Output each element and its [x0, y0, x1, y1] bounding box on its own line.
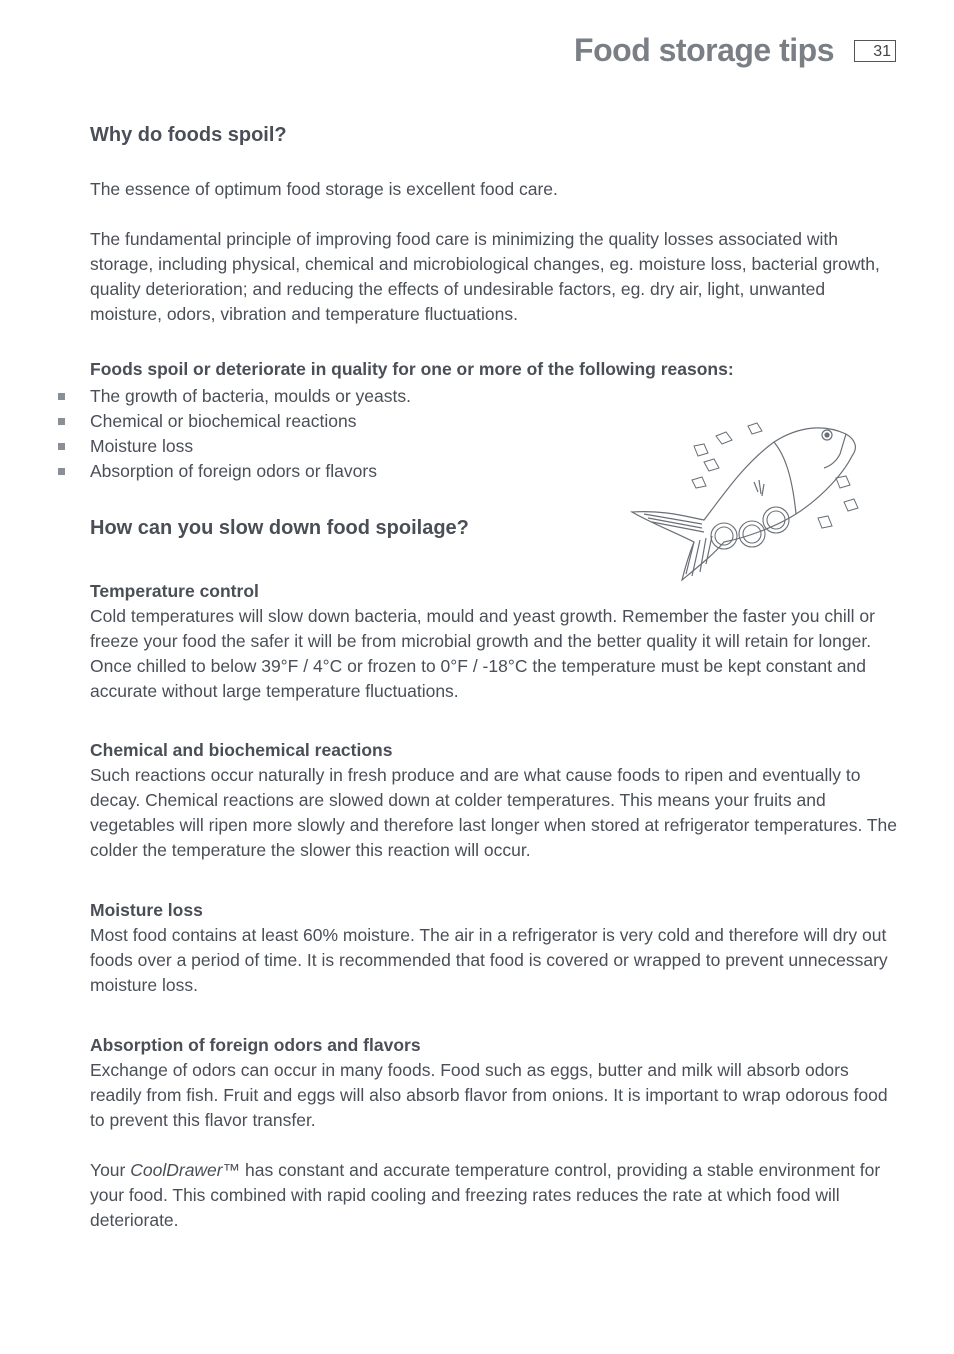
subsection-title: Temperature control	[90, 581, 259, 601]
list-item: Chemical or biochemical reactions	[90, 409, 411, 434]
temperature-control-block	[90, 579, 900, 704]
page-header	[574, 32, 896, 69]
fish-illustration	[624, 414, 864, 584]
principle-paragraph: The fundamental principle of improving food care is minimizing the quality losses associated with storage, including physical, chemical and microbiological changes, eg. moisture loss, bacterial growth, quality deterioration; and reducing the effects of undesirable factors, eg. dry air, light, unwanted moisture, odors, vibration and temperature fluctuations.	[90, 229, 880, 324]
moisture-loss-block	[90, 898, 900, 998]
list-item: Moisture loss	[90, 434, 411, 459]
intro-paragraph: The essence of optimum food storage is excellent food care.	[90, 179, 558, 199]
bullet-icon	[58, 418, 65, 425]
brand-name: CoolDrawer™	[130, 1160, 241, 1180]
subsection-body: Exchange of odors can occur in many foods. Food such as eggs, butter and milk will absorb odors readily from fish. Fruit and eggs will also absorb flavor from onions. It is important to wrap odorous food to prevent this flavor transfer.	[90, 1060, 888, 1130]
list-item: Absorption of foreign odors or flavors	[90, 459, 411, 484]
page-title: Food storage tips	[574, 32, 834, 68]
section-heading-slow-down: How can you slow down food spoilage?	[90, 517, 469, 539]
section-heading-why: Why do foods spoil?	[90, 124, 287, 146]
odor-absorption-block	[90, 1033, 900, 1133]
list-item: The growth of bacteria, moulds or yeasts.	[90, 384, 411, 409]
subsection-title: Chemical and biochemical reactions	[90, 740, 393, 760]
subsection-body: Such reactions occur naturally in fresh produce and are what cause foods to ripen and eventually to decay. Chemical reactions are slowed down at colder temperatures. This means your fruits and vegetables will ripen more slowly and therefore last longer when stored at refrigerator temperatures. The colder the temperature the slower this reaction will occur.	[90, 765, 898, 860]
bullet-icon	[58, 393, 65, 400]
page-number: 31	[854, 40, 896, 62]
reasons-lead: Foods spoil or deteriorate in quality for one or more of the following reasons:	[90, 359, 734, 379]
subsection-title: Absorption of foreign odors and flavors	[90, 1035, 421, 1055]
subsection-title: Moisture loss	[90, 900, 203, 920]
chemical-reactions-block	[90, 738, 900, 863]
subsection-body: Most food contains at least 60% moisture. The air in a refrigerator is very cold and therefore will dry out foods over a period of time. It is recommended that food is covered or wrapped to prevent unnecessary moisture loss.	[90, 925, 888, 995]
reasons-list	[90, 384, 411, 484]
bullet-icon	[58, 443, 65, 450]
subsection-body: Cold temperatures will slow down bacteria, mould and yeast growth. Remember the faster you chill or freeze your food the safer it will be from microbial growth and the better quality it will retain for longer. Once chilled to below 39°F / 4°C or frozen to 0°F / -18°C the temperature must be kept constant and accurate without large temperature fluctuations.	[90, 606, 875, 701]
closing-paragraph: Your CoolDrawer™ has constant and accurate temperature control, providing a stable environment for your food. This combined with rapid cooling and freezing rates reduces the rate at which food will deteriorate.	[90, 1160, 881, 1230]
bullet-icon	[58, 468, 65, 475]
